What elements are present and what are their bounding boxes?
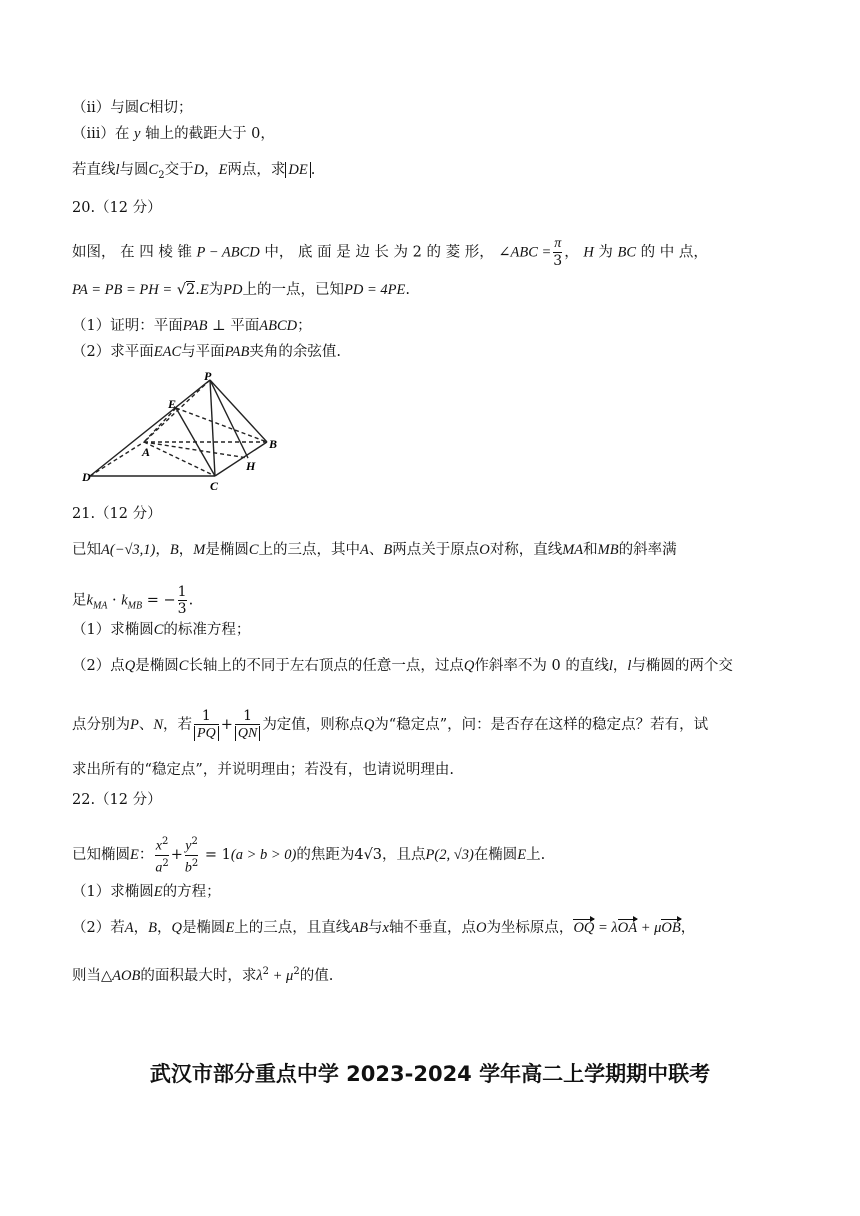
math-point: (2, √3) <box>434 847 474 864</box>
text: ，且点 <box>382 847 426 864</box>
sup: 2 <box>191 836 198 847</box>
q20-para1 <box>72 236 708 269</box>
math-AOB: AOB <box>112 967 141 984</box>
math-E: E <box>225 920 235 936</box>
numerator: 1 <box>177 584 187 600</box>
math-E: E <box>218 162 228 178</box>
math-l: l <box>608 658 613 674</box>
math-Q: Q <box>171 920 182 936</box>
math-PD: PD <box>223 282 243 298</box>
text: + <box>220 717 233 733</box>
vector-OB: OB <box>661 920 681 936</box>
text: ， <box>133 920 149 936</box>
edge-PH <box>210 380 248 458</box>
text: . <box>188 592 194 609</box>
text: （1）证明：平面 <box>72 318 183 334</box>
text: 作斜率不为 0 的直线 <box>474 658 609 674</box>
text: 与椭圆的两个交 <box>631 658 733 674</box>
vector-OA: OA <box>617 920 638 936</box>
math-AB: AB <box>350 920 369 936</box>
math-B: B <box>169 542 179 558</box>
subscript-MB: MB <box>127 600 143 612</box>
label-C: C <box>210 479 219 493</box>
math-Q: Q <box>463 658 475 674</box>
text: 在椭圆 <box>473 847 518 864</box>
text: 为坐标原点， <box>486 920 574 936</box>
math-N: N <box>153 717 164 733</box>
label-H: H <box>246 459 256 473</box>
numerator: 1 <box>201 708 211 724</box>
fraction-y2-b2 <box>185 834 198 876</box>
text: ， <box>155 542 170 558</box>
math-B: B <box>148 920 157 936</box>
text: 是椭圆 <box>181 920 226 936</box>
math-A: A <box>124 920 134 936</box>
text: 与平面 <box>181 344 225 360</box>
text: 与圆 <box>119 162 149 178</box>
math-focal: 4√3 <box>354 847 383 864</box>
text: ， <box>204 162 219 178</box>
math-O: O <box>479 542 490 558</box>
math-C: C <box>139 100 149 116</box>
text: ⊥ 平面 <box>207 318 260 334</box>
edge-PC <box>210 380 215 476</box>
q21-sub2-cont <box>72 708 708 742</box>
q22-heading: 22.（12 分） <box>72 792 162 808</box>
q20-sub1 <box>72 316 312 336</box>
line-intersect <box>72 160 315 186</box>
math-y: y <box>134 126 141 142</box>
numerator: 1 <box>243 708 253 724</box>
numerator: π <box>554 236 562 251</box>
q22-sub1 <box>72 882 221 902</box>
math-B: B <box>383 542 393 558</box>
text: （2）若 <box>72 920 125 936</box>
text: . <box>310 162 316 178</box>
text: + μ <box>269 967 294 984</box>
text: = − <box>142 592 176 609</box>
text: （ii）与圆 <box>72 100 140 116</box>
text: ， <box>156 920 172 936</box>
sup: 2 <box>162 857 169 869</box>
math-k: k <box>121 592 128 609</box>
sup: 2 <box>262 966 269 977</box>
text: ； <box>297 318 312 334</box>
math-l: l <box>115 162 120 178</box>
math-P: P <box>425 847 435 864</box>
text: （2）求平面 <box>72 344 154 360</box>
text: 相切； <box>148 100 193 116</box>
fraction-1-QN <box>235 708 260 742</box>
q22-sub2 <box>72 918 695 938</box>
text: 足 <box>72 592 87 609</box>
math-coord: (−√3,1) <box>109 542 156 558</box>
math-DE-abs: DE <box>285 162 310 178</box>
text: · <box>107 592 122 609</box>
math-H: H <box>583 244 594 261</box>
math-O: O <box>475 920 487 936</box>
q22-para1 <box>72 834 545 876</box>
text: ，若 <box>163 717 193 733</box>
math-PABCD: P − ABCD <box>196 244 260 261</box>
text: 为 <box>598 244 613 261</box>
text: 上的三点，其中 <box>258 542 361 558</box>
text: 上. <box>526 847 546 864</box>
edge-CB <box>215 442 267 476</box>
text: 的焦距为 <box>296 847 355 864</box>
math-C: C <box>248 542 259 558</box>
denominator-PQ: PQ <box>194 726 219 741</box>
text: 为 <box>208 282 224 298</box>
text: 中， 底 面 是 边 长 为 2 的 菱 形， <box>264 244 494 261</box>
text: + μ <box>637 920 662 936</box>
text: ， <box>178 542 194 558</box>
label-B: B <box>269 437 278 451</box>
text: 的标准方程； <box>163 622 251 638</box>
math-lambda: λ <box>256 967 263 984</box>
sup: 2 <box>191 857 199 869</box>
denominator: 3 <box>177 601 187 617</box>
text: 与 <box>368 920 383 936</box>
sup: 2 <box>293 966 300 977</box>
math-MA: MA <box>562 542 584 558</box>
text: 和 <box>583 542 598 558</box>
math-angle: ∠ABC = <box>498 244 552 261</box>
math-C: C <box>153 622 164 638</box>
text: 为“稳定点”，问：是否存在这样的稳定点？若有，试 <box>374 717 709 733</box>
text: 上的三点，且直线 <box>234 920 351 936</box>
label-D: D <box>82 470 91 484</box>
math-PD-4PE: PD = 4PE <box>344 282 406 298</box>
text: + <box>170 847 183 864</box>
subscript-MA: MA <box>92 600 108 612</box>
fraction-pi-3 <box>553 236 562 269</box>
text: （iii）在 <box>72 126 130 142</box>
line-iii <box>72 124 275 144</box>
q21-heading: 21.（12 分） <box>72 506 162 522</box>
q20-para2: PA = PB = PH = √2.E为PD上的一点，已知PD = 4PE. <box>72 282 410 298</box>
math-cond: (a > b > 0) <box>230 847 297 864</box>
text: （1）求椭圆 <box>72 622 154 638</box>
denominator: 3 <box>553 253 563 269</box>
q20-sub2 <box>72 342 341 362</box>
math-ABCD: ABCD <box>259 318 298 334</box>
math-EAC: EAC <box>153 344 182 360</box>
math-x: x <box>382 920 389 936</box>
triangle-symbol: △ <box>101 967 113 984</box>
math-MB: MB <box>597 542 619 558</box>
text: 如图， 在 四 棱 锥 <box>72 244 192 261</box>
text: 轴不垂直，点 <box>388 920 476 936</box>
math-E: E <box>199 282 209 298</box>
text: 、 <box>138 717 154 733</box>
math-C: C <box>148 162 159 178</box>
label-A: A <box>142 445 151 459</box>
text: 的 中 点， <box>640 244 708 261</box>
edge-DA <box>90 442 144 476</box>
q21-sub2 <box>72 656 733 676</box>
text: 两点，求 <box>227 162 286 178</box>
subscript: 2 <box>158 169 165 181</box>
math-x: x <box>155 838 162 854</box>
text: 点分别为 <box>72 717 130 733</box>
text: 交于 <box>164 162 194 178</box>
math-A: A <box>360 542 369 558</box>
edge-PA <box>144 380 210 442</box>
edge-PD <box>90 380 210 476</box>
text: ， <box>564 244 579 261</box>
text: 长轴上的不同于左右顶点的任意一点，过点 <box>188 658 464 674</box>
text: 若直线 <box>72 162 116 178</box>
math-l: l <box>627 658 632 674</box>
fraction-1-PQ <box>194 708 219 742</box>
text: 已知椭圆 <box>72 847 130 864</box>
line-ii <box>72 98 192 118</box>
edge-EB <box>176 408 267 442</box>
label-E: E <box>168 397 177 411</box>
label-P: P <box>204 370 212 383</box>
math-P: P <box>130 717 139 733</box>
text: 的方程； <box>162 884 221 900</box>
text: 对称，直线 <box>489 542 563 558</box>
math-E: E <box>153 884 163 900</box>
text: 、 <box>368 542 384 558</box>
q21-sub1 <box>72 620 250 640</box>
math-y: y <box>185 838 192 854</box>
text: 的斜率满 <box>618 542 677 558</box>
q21-sub2-end: 求出所有的“稳定点”，并说明理由；若没有，也请说明理由. <box>72 762 454 778</box>
q22-sub2-cont <box>72 962 333 986</box>
text: （1）求椭圆 <box>72 884 154 900</box>
math-sqrt: 2 <box>185 282 196 298</box>
math-E: E <box>130 847 139 864</box>
text: . <box>195 282 200 298</box>
text: 夹角的余弦值. <box>249 344 341 360</box>
edge-PB <box>210 380 267 442</box>
math-b: b <box>184 860 192 876</box>
text: ， <box>612 658 628 674</box>
text: = 1 <box>200 847 231 864</box>
sup: 2 <box>161 836 169 847</box>
text: . <box>405 282 410 298</box>
fraction-1-3 <box>178 584 187 617</box>
q20-heading: 20.（12 分） <box>72 200 162 216</box>
math-PAB: PAB <box>182 318 208 334</box>
fraction-x2-a2 <box>155 834 168 876</box>
math-Q: Q <box>363 717 375 733</box>
text: = λ <box>594 920 618 936</box>
text: 的面积最大时，求 <box>140 967 257 984</box>
math-D: D <box>193 162 205 178</box>
math-PAB: PAB <box>224 344 250 360</box>
text: （2）点 <box>72 658 125 674</box>
math-E: E <box>517 847 527 864</box>
text: ， <box>680 920 696 936</box>
text: 则当 <box>72 967 101 984</box>
denominator-QN: QN <box>235 726 260 741</box>
math-Q: Q <box>124 658 136 674</box>
edge-EA <box>144 408 176 442</box>
math-M: M <box>193 542 206 558</box>
q21-para1 <box>72 540 677 560</box>
text: 上的一点，已知 <box>242 282 345 298</box>
pyramid-figure <box>80 370 290 494</box>
math-BC: BC <box>617 244 637 261</box>
vector-OQ: OQ <box>573 920 595 936</box>
text: 是椭圆 <box>205 542 249 558</box>
text: 的值. <box>299 967 334 984</box>
text: 已知 <box>72 542 101 558</box>
math-C: C <box>178 658 189 674</box>
text: 为定值，则称点 <box>262 717 364 733</box>
math-k: k <box>86 592 93 609</box>
text: ： <box>138 847 154 864</box>
q21-para2 <box>72 584 193 617</box>
text: 轴上的截距大于 0， <box>145 126 275 142</box>
text: 两点关于原点 <box>392 542 480 558</box>
math-A: A <box>101 542 110 558</box>
math-a: a <box>155 860 163 876</box>
footer-title: 武汉市部分重点中学 2023-2024 学年高二上学期期中联考 <box>149 1062 711 1086</box>
math-equal: PA = PB = PH = <box>72 282 173 298</box>
text: 是椭圆 <box>135 658 179 674</box>
